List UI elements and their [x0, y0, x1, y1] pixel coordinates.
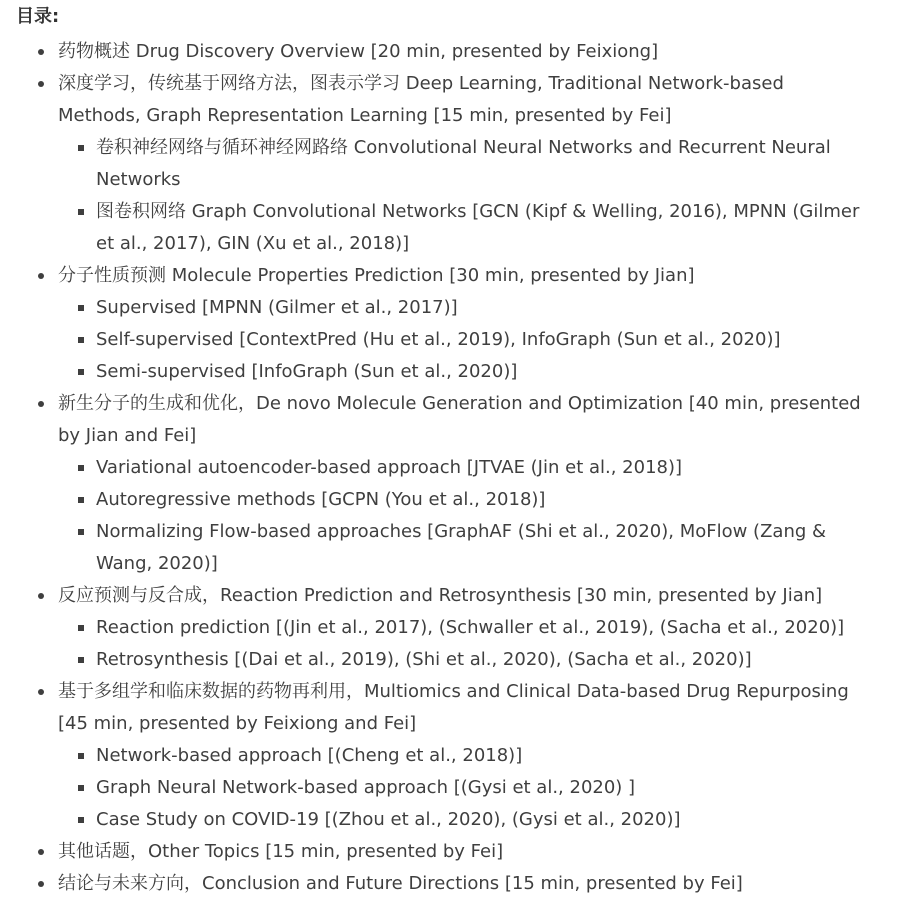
- bullet-square-icon: [78, 785, 84, 791]
- toc-item-text: 反应预测与反合成，Reaction Prediction and Retrosynthesis [30 min, presented by Jian]: [58, 585, 823, 606]
- toc-item: [16, 36, 868, 68]
- toc-item: [16, 388, 868, 580]
- toc-subitem-text: Network-based approach [(Cheng et al., 2018)]: [96, 745, 523, 766]
- toc-subitem: [58, 356, 868, 388]
- toc-subitem: [58, 292, 868, 324]
- bullet-square-icon: [78, 817, 84, 823]
- bullet-disc-icon: [38, 593, 44, 599]
- bullet-disc-icon: [38, 81, 44, 87]
- toc-subitem-text: Semi-supervised [InfoGraph (Sun et al., 2020)]: [96, 361, 518, 382]
- toc-subitem-text: Autoregressive methods [GCPN (You et al., 2018)]: [96, 489, 546, 510]
- toc-item-text: 基于多组学和临床数据的药物再利用，Multiomics and Clinical Data-based Drug Repurposing [45 min, presented by Feixiong and Fei]: [58, 681, 849, 734]
- toc-subitem: [58, 644, 868, 676]
- toc-item: [16, 868, 868, 900]
- toc-subitem: [58, 612, 868, 644]
- toc-subitem: [58, 772, 868, 804]
- bullet-square-icon: [78, 305, 84, 311]
- toc-subitem: [58, 740, 868, 772]
- bullet-disc-icon: [38, 273, 44, 279]
- toc-item: [16, 260, 868, 388]
- toc-subitem-text: Reaction prediction [(Jin et al., 2017), (Schwaller et al., 2019), (Sacha et al., 2020)]: [96, 617, 845, 638]
- toc-subitem: [58, 132, 868, 196]
- toc-subitem-text: Self-supervised [ContextPred (Hu et al., 2019), InfoGraph (Sun et al., 2020)]: [96, 329, 781, 350]
- bullet-disc-icon: [38, 401, 44, 407]
- toc-item: [16, 68, 868, 260]
- toc-item-text: 结论与未来方向，Conclusion and Future Directions [15 min, presented by Fei]: [58, 873, 743, 894]
- bullet-square-icon: [78, 209, 84, 215]
- toc-sublist: [58, 132, 868, 260]
- bullet-disc-icon: [38, 689, 44, 695]
- bullet-disc-icon: [38, 49, 44, 55]
- bullet-disc-icon: [38, 881, 44, 887]
- toc-heading: 目录:: [16, 6, 60, 27]
- bullet-square-icon: [78, 753, 84, 759]
- bullet-square-icon: [78, 529, 84, 535]
- bullet-square-icon: [78, 369, 84, 375]
- bullet-square-icon: [78, 465, 84, 471]
- toc-sublist: [58, 612, 868, 676]
- toc-sublist: [58, 740, 868, 836]
- toc-subitem: [58, 452, 868, 484]
- toc-subitem-text: Graph Neural Network-based approach [(Gysi et al., 2020) ]: [96, 777, 636, 798]
- toc-item-text: 深度学习，传统基于网络方法，图表示学习 Deep Learning, Traditional Network-based Methods, Graph Representation Learning [15 min, presented by Fei]: [58, 73, 784, 126]
- toc-subitem-text: 图卷积网络 Graph Convolutional Networks [GCN (Kipf & Welling, 2016), MPNN (Gilmer et al., 2017), GIN (Xu et al., 2018)]: [96, 201, 860, 254]
- bullet-square-icon: [78, 657, 84, 663]
- toc-subitem: [58, 516, 868, 580]
- toc-item-text: 其他话题，Other Topics [15 min, presented by Fei]: [58, 841, 504, 862]
- toc-subitem-text: Case Study on COVID-19 [(Zhou et al., 2020), (Gysi et al., 2020)]: [96, 809, 681, 830]
- toc-subitem: [58, 196, 868, 260]
- toc-subitem: [58, 324, 868, 356]
- toc-item: [16, 676, 868, 836]
- toc-subitem-text: Supervised [MPNN (Gilmer et al., 2017)]: [96, 297, 458, 318]
- toc-subitem-text: Normalizing Flow-based approaches [GraphAF (Shi et al., 2020), MoFlow (Zang & Wang, 2020)]: [96, 521, 827, 574]
- toc-subitem: [58, 804, 868, 836]
- toc-sublist: [58, 452, 868, 580]
- toc-item-text: 药物概述 Drug Discovery Overview [20 min, presented by Feixiong]: [58, 41, 659, 62]
- toc-item: [16, 580, 868, 676]
- toc-item: [16, 836, 868, 868]
- toc-subitem-text: Retrosynthesis [(Dai et al., 2019), (Shi et al., 2020), (Sacha et al., 2020)]: [96, 649, 752, 670]
- bullet-square-icon: [78, 337, 84, 343]
- toc-subitem-text: Variational autoencoder-based approach [JTVAE (Jin et al., 2018)]: [96, 457, 683, 478]
- toc-subitem: [58, 484, 868, 516]
- toc-item-text: 新生分子的生成和优化，De novo Molecule Generation and Optimization [40 min, presented by Jian and Fei]: [58, 393, 861, 446]
- toc-item-text: 分子性质预测 Molecule Properties Prediction [30 min, presented by Jian]: [58, 265, 695, 286]
- toc-list: [16, 36, 911, 900]
- bullet-disc-icon: [38, 849, 44, 855]
- bullet-square-icon: [78, 625, 84, 631]
- bullet-square-icon: [78, 145, 84, 151]
- toc-subitem-text: 卷积神经网络与循环神经网路络 Convolutional Neural Networks and Recurrent Neural Networks: [96, 137, 831, 190]
- toc-sublist: [58, 292, 868, 388]
- bullet-square-icon: [78, 497, 84, 503]
